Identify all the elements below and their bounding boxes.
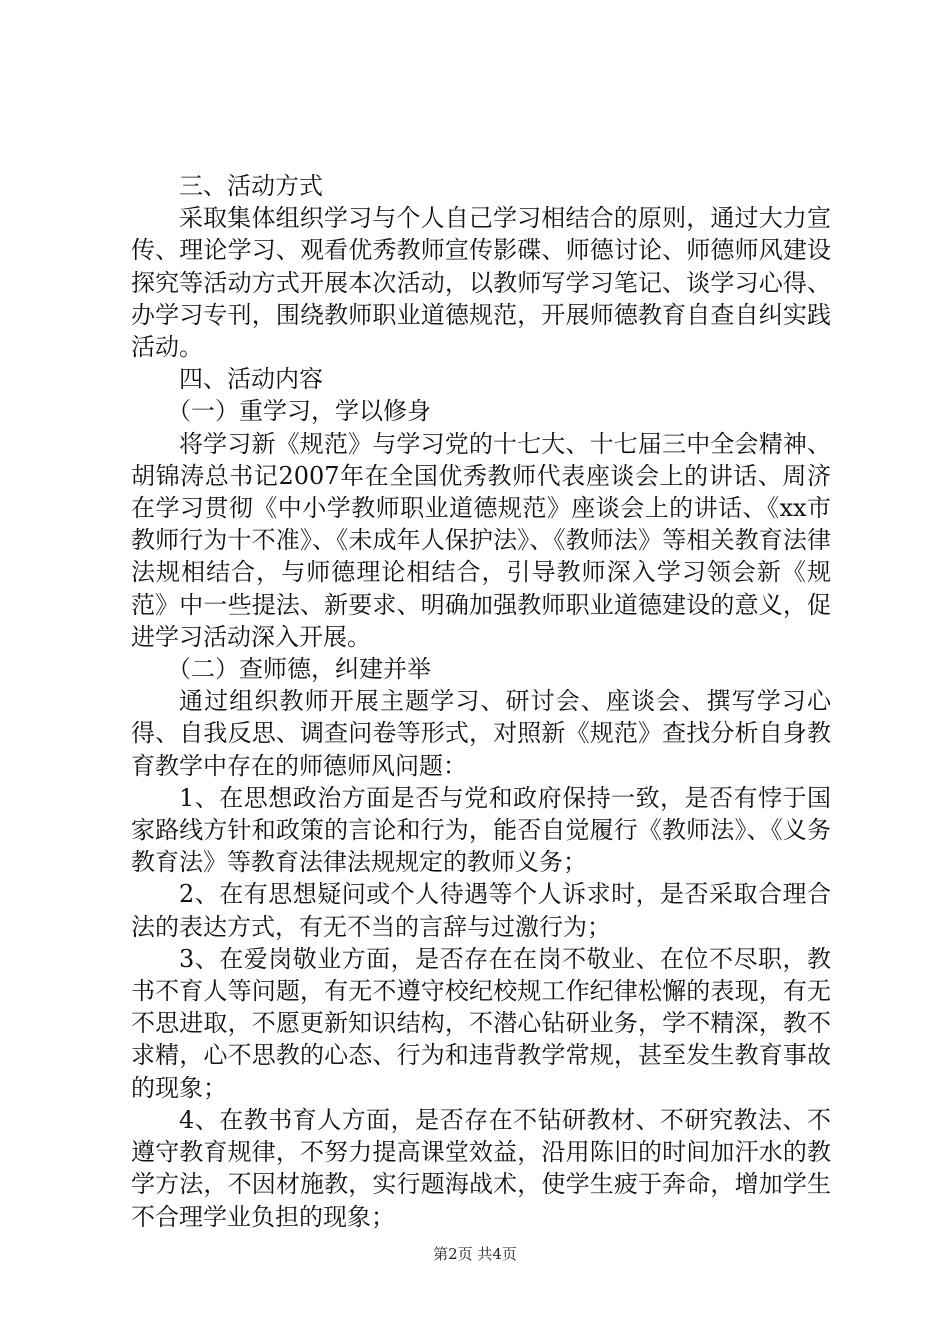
list-item-dedication: 3、在爱岗敬业方面，是否存在在岗不敬业、在位不尽职，教书不育人等问题，有无不遵守校纪校规工作纪律松懈的表现，有无不思进取，不愿更新知识结构，不潜心钻研业务，学不精深，教不求精，心不思教的心态、行为和违背教学常规，甚至发生教育事故的现象； [131, 944, 831, 1102]
paragraph-method: 采取集体组织学习与个人自己学习相结合的原则，通过大力宣传、理论学习、观看优秀教师宣传影碟、师德讨论、师德师风建设探究等活动方式开展本次活动，以教师写学习笔记、谈学习心得、办学习专刊，围绕教师职业道德规范，开展师德教育自查自纠实践活动。 [131, 204, 831, 362]
section-heading-content: 四、活动内容 [179, 365, 323, 394]
list-item-politics: 1、在思想政治方面是否与党和政府保持一致，是否有悖于国家路线方针和政策的言论和行为，能否自觉履行《教师法》、《义务教育法》等教育法律法规规定的教师义务； [131, 783, 831, 877]
subsection-heading-study: （一）重学习，学以修身 [167, 397, 431, 426]
list-item-teaching: 4、在教书育人方面，是否存在不钻研教材、不研究教法、不遵守教育规律，不努力提高课堂效益，沿用陈旧的时间加汗水的教学方法，不因材施教，实行题海战术，使学生疲于奔命，增加学生不合理学业负担的现象； [131, 1105, 831, 1231]
document-body [131, 170, 831, 1233]
section-heading-method: 三、活动方式 [179, 172, 323, 200]
list-item-appeals: 2、在有思想疑问或个人待遇等个人诉求时，是否采取合理合法的表达方式，有无不当的言辞与过激行为； [131, 880, 831, 941]
subsection-heading-ethics: （二）查师德，纠建并举 [167, 655, 431, 684]
page-number-footer: 第2页 共4页 [433, 1245, 517, 1263]
paragraph-study: 将学习新《规范》与学习党的十七大、十七届三中全会精神、胡锦涛总书记2007年在全国优秀教师代表座谈会上的讲话、周济在学习贯彻《中小学教师职业道德规范》座谈会上的讲话、《xx市教师行为十不准》、《未成年人保护法》、《教师法》等相关教育法律法规相结合，与师德理论相结合，引导教师深入学习领会新《规范》中一些提法、新要求、明确加强教师职业道德建设的意义，促进学习活动深入开展。 [131, 429, 831, 651]
paragraph-ethics-intro: 通过组织教师开展主题学习、研讨会、座谈会、撰写学习心得、自我反思、调查问卷等形式，对照新《规范》查找分析自身教育教学中存在的师德师风问题： [131, 687, 831, 780]
